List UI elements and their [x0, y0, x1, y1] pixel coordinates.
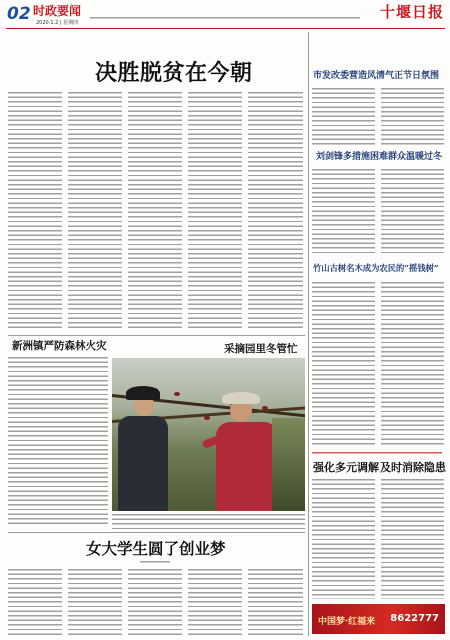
issue-date-line [36, 19, 78, 26]
right-headline-3: 竹山古树名木成为农民的“摇钱树” [313, 263, 439, 273]
issue-weekday: 星期四 [63, 20, 79, 26]
right-article-4-body [381, 479, 444, 599]
main-article-body [68, 92, 122, 330]
main-article-body [128, 92, 182, 330]
main-article-body [188, 92, 242, 330]
photo-caption [112, 514, 305, 530]
right-article-2-body [312, 169, 375, 255]
right-article-2-body [381, 169, 444, 255]
photo-story-headline: 采摘园里冬管忙 [224, 343, 298, 355]
right-article-1-body [312, 88, 375, 146]
feature-article-body [68, 569, 122, 635]
issue-date: 2020.1.2 [36, 20, 59, 26]
feature-article-body [248, 569, 303, 635]
header-divider [6, 28, 445, 29]
section-divider [8, 532, 305, 533]
right-article-1-body [381, 88, 444, 146]
right-headline-1: 市发改委营造风清气正节日氛围 [313, 71, 440, 81]
right-headline-4b: 及时消除隐患 [380, 461, 446, 474]
orchard-workers-photo [112, 358, 305, 511]
left-article-headline: 新洲镇严防森林火灾 [12, 340, 107, 352]
column-divider [308, 32, 309, 636]
feature-article-body [8, 569, 62, 635]
right-kicker-line [312, 452, 442, 456]
right-headline-4a: 强化多元调解 [313, 461, 379, 474]
left-article-body [8, 357, 108, 525]
right-article-3-body [381, 282, 444, 446]
advertisement-banner [312, 604, 445, 634]
right-headline-2: 刘剑锋多措施困难群众温暖过冬 [316, 152, 443, 162]
newspaper-logo: 十堰日报 [380, 3, 445, 21]
feature-article-body [128, 569, 182, 635]
header-info-text [90, 17, 360, 21]
feature-byline [140, 561, 170, 564]
issue-separator: | [59, 20, 64, 26]
page-number: 02 [7, 4, 31, 24]
main-article-body [248, 92, 303, 330]
ad-slogan: 中国梦·红福来 [318, 617, 376, 627]
feature-headline: 女大学生圆了创业梦 [86, 539, 226, 558]
section-divider [8, 335, 305, 336]
main-headline: 决胜脱贫在今朝 [95, 60, 253, 86]
right-article-3-body [312, 282, 375, 446]
feature-article-body [188, 569, 242, 635]
section-title: 时政要闻 [33, 4, 82, 18]
right-article-4-body [312, 479, 375, 599]
main-article-body [8, 92, 62, 330]
ad-phone: 8622777 [390, 613, 439, 624]
